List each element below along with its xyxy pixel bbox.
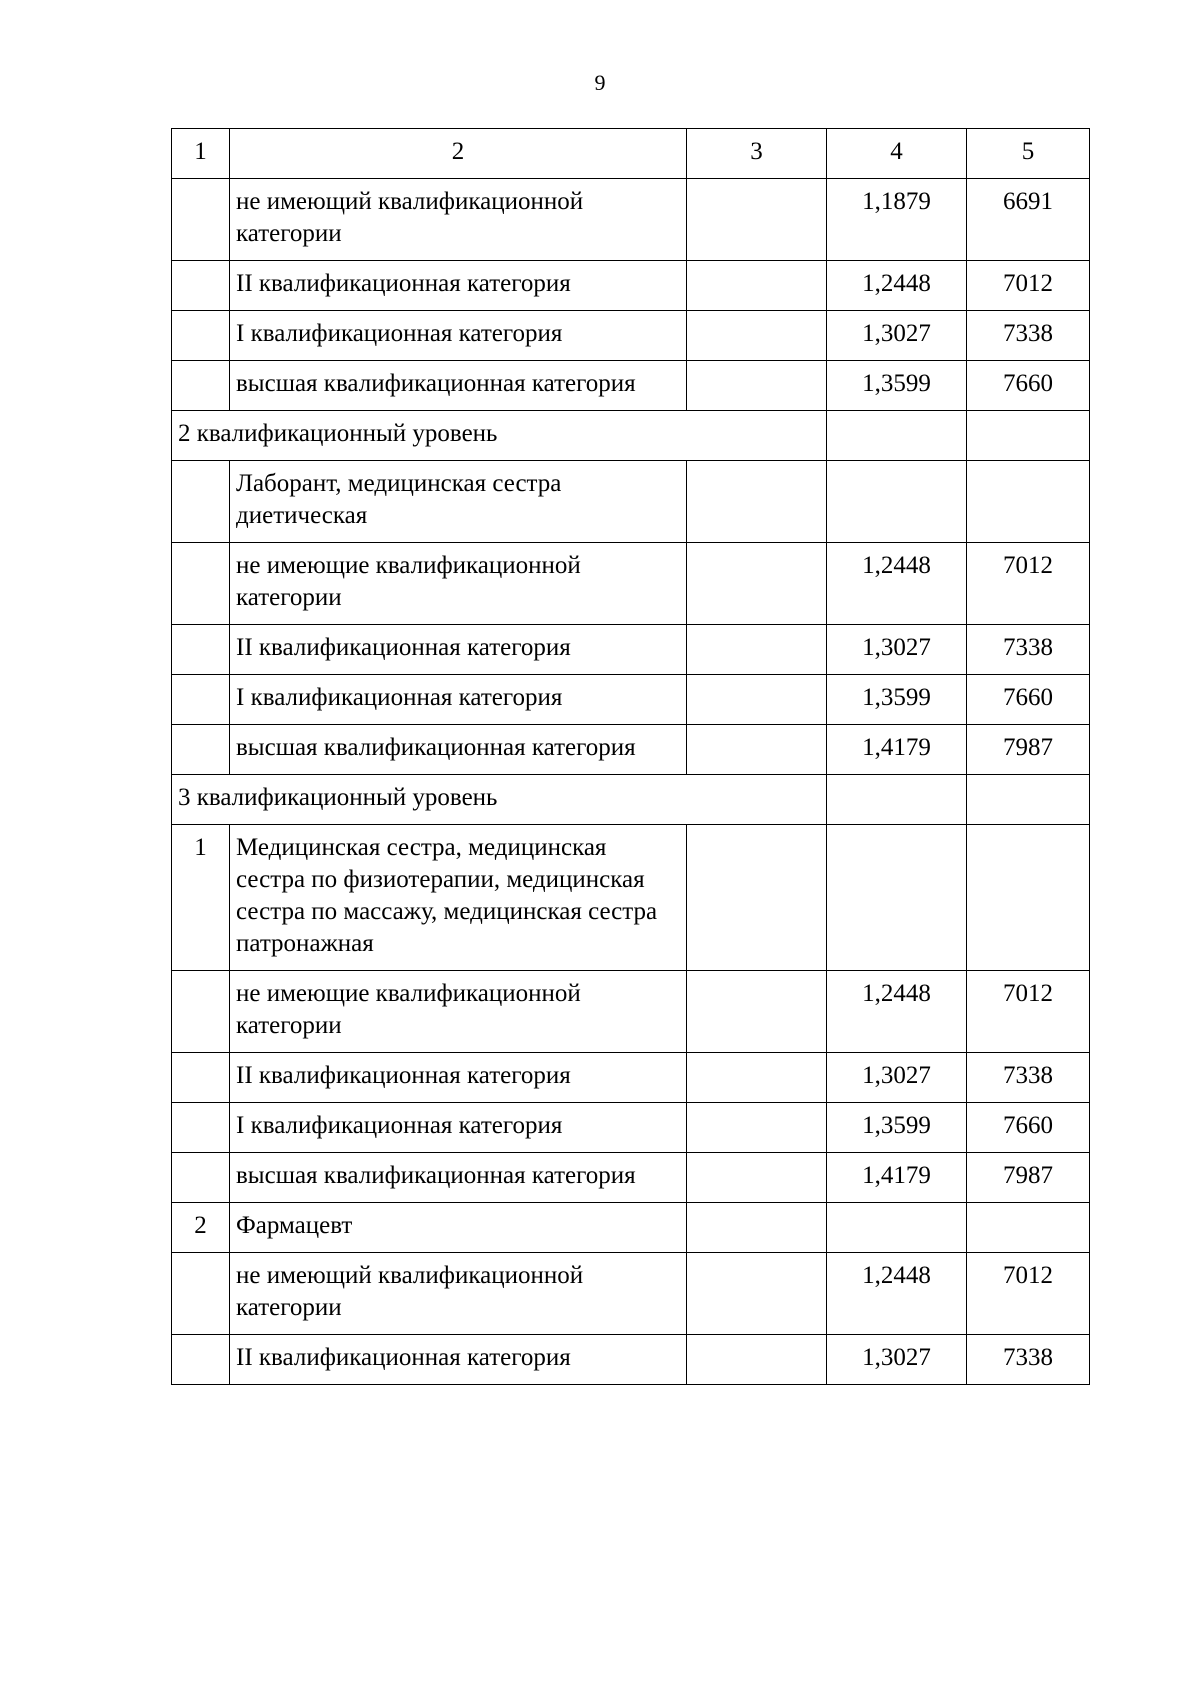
position-name-cell: II квалификационная категория [230,1053,687,1103]
salary-cell [967,461,1090,543]
column-3-cell [687,179,827,261]
salary-cell: 7338 [967,1335,1090,1385]
row-number-cell [172,361,230,411]
column-3-cell [687,1103,827,1153]
coefficient-cell [827,825,967,971]
level-row [172,411,1090,461]
salary-cell: 7987 [967,725,1090,775]
table-row [172,1153,1090,1203]
table-row [172,1335,1090,1385]
salary-cell: 7987 [967,1153,1090,1203]
salary-cell: 7338 [967,1053,1090,1103]
salary-cell [967,825,1090,971]
salary-cell [967,1203,1090,1253]
header-cell-4: 4 [827,129,967,179]
table-row [172,311,1090,361]
coefficient-cell: 1,2448 [827,1253,967,1335]
coefficient-cell: 1,2448 [827,971,967,1053]
column-3-cell [687,261,827,311]
table-row [172,261,1090,311]
header-cell-1: 1 [172,129,230,179]
row-number-cell [172,179,230,261]
row-number-cell [172,261,230,311]
row-number-cell [172,1153,230,1203]
position-name-cell: II квалификационная категория [230,261,687,311]
salary-cell: 7012 [967,971,1090,1053]
position-name-cell: I квалификационная категория [230,1103,687,1153]
row-number-cell [172,1253,230,1335]
salary-cell: 7012 [967,1253,1090,1335]
position-name-cell: I квалификационная категория [230,311,687,361]
level-title: 3 квалификационный уровень [172,775,827,825]
salary-cell: 7012 [967,543,1090,625]
column-3-cell [687,725,827,775]
coefficient-cell: 1,4179 [827,1153,967,1203]
column-3-cell [687,1203,827,1253]
column-3-cell [687,543,827,625]
header-cell-5: 5 [967,129,1090,179]
coefficient-cell: 1,3027 [827,625,967,675]
salary-cell: 7338 [967,625,1090,675]
coefficient-cell: 1,3599 [827,361,967,411]
coefficient-cell: 1,3027 [827,1335,967,1385]
table-row [172,543,1090,625]
coefficient-cell: 1,3599 [827,675,967,725]
row-number-cell: 2 [172,1203,230,1253]
salary-cell: 7338 [967,311,1090,361]
row-number-cell [172,725,230,775]
coefficient-cell: 1,3599 [827,1103,967,1153]
column-3-cell [687,971,827,1053]
row-number-cell [172,625,230,675]
row-number-cell [172,971,230,1053]
position-name-cell: Лаборант, медицинская сестра диетическая [230,461,687,543]
row-number-cell [172,461,230,543]
header-cell-3: 3 [687,129,827,179]
position-name-cell: высшая квалификационная категория [230,725,687,775]
column-3-cell [687,1153,827,1203]
position-name-cell: II квалификационная категория [230,625,687,675]
table-row [172,361,1090,411]
column-3-cell [687,311,827,361]
row-number-cell [172,1053,230,1103]
row-number-cell [172,311,230,361]
position-name-cell: не имеющий квалификационной категории [230,1253,687,1335]
table-row [172,179,1090,261]
empty-cell [967,411,1090,461]
position-name-cell: Медицинская сестра, медицинская сестра по физиотерапии, медицинская сестра по массажу, медицинская сестра патронажная [230,825,687,971]
table-row [172,725,1090,775]
row-number-cell: 1 [172,825,230,971]
coefficient-cell: 1,4179 [827,725,967,775]
table-row [172,1253,1090,1335]
position-name-cell: не имеющие квалификационной категории [230,971,687,1053]
coefficient-cell: 1,2448 [827,261,967,311]
coefficient-cell: 1,1879 [827,179,967,261]
position-name-cell: высшая квалификационная категория [230,1153,687,1203]
salary-cell: 7660 [967,675,1090,725]
table-row [172,1053,1090,1103]
column-3-cell [687,1253,827,1335]
empty-cell [967,775,1090,825]
coefficient-cell: 1,2448 [827,543,967,625]
empty-cell [827,411,967,461]
coefficient-cell: 1,3027 [827,1053,967,1103]
position-name-cell: II квалификационная категория [230,1335,687,1385]
row-number-cell [172,1103,230,1153]
header-cell-2: 2 [230,129,687,179]
position-name-cell: не имеющий квалификационной категории [230,179,687,261]
table-row [172,971,1090,1053]
row-number-cell [172,543,230,625]
table-row [172,625,1090,675]
position-name-cell: не имеющие квалификационной категории [230,543,687,625]
coefficient-cell [827,1203,967,1253]
level-title: 2 квалификационный уровень [172,411,827,461]
salary-table [171,128,1090,1385]
column-3-cell [687,675,827,725]
table-row [172,675,1090,725]
salary-cell: 7012 [967,261,1090,311]
table-row [172,1103,1090,1153]
column-3-cell [687,825,827,971]
column-3-cell [687,1335,827,1385]
salary-cell: 7660 [967,1103,1090,1153]
column-3-cell [687,625,827,675]
position-name-cell: высшая квалификационная категория [230,361,687,411]
table-row [172,1203,1090,1253]
table-row [172,825,1090,971]
position-name-cell: I квалификационная категория [230,675,687,725]
table-body [172,129,1090,1385]
column-3-cell [687,361,827,411]
coefficient-cell: 1,3027 [827,311,967,361]
salary-cell: 6691 [967,179,1090,261]
row-number-cell [172,1335,230,1385]
table-row [172,461,1090,543]
salary-cell: 7660 [967,361,1090,411]
empty-cell [827,775,967,825]
position-name-cell: Фармацевт [230,1203,687,1253]
page-number: 9 [594,70,606,95]
level-row [172,775,1090,825]
row-number-cell [172,675,230,725]
column-3-cell [687,461,827,543]
column-3-cell [687,1053,827,1103]
coefficient-cell [827,461,967,543]
table-header-row [172,129,1090,179]
